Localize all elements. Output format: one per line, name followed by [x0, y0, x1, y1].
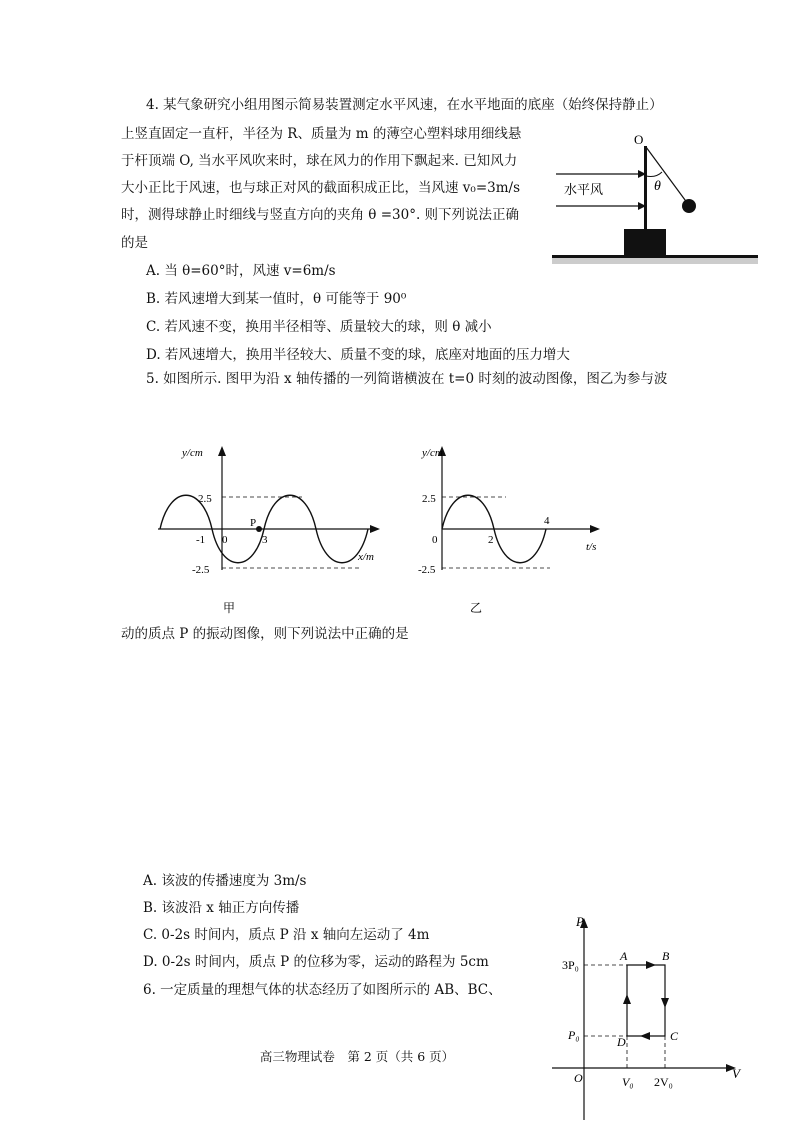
vibration-graph-yi: [410, 440, 606, 620]
v1-label: V₀: [622, 1075, 634, 1089]
tick-four: 4: [544, 515, 550, 527]
state-c-label: C: [670, 1029, 679, 1043]
q4-line-2: 上竖直固定一直杆，半径为 R、质量为 m 的薄空心塑料球用细线悬: [121, 126, 522, 142]
state-a-label: A: [620, 949, 628, 963]
tick-bottom: -2.5: [418, 564, 436, 576]
q5-option-b: B. 该波沿 x 轴正方向传播: [143, 900, 300, 916]
q4-line-1: 4. 某气象研究小组用图示简易装置测定水平风速，在水平地面的底座（始终保持静止）: [146, 97, 663, 113]
v2-label: 2V₀: [654, 1075, 673, 1089]
q4-option-b: B. 若风速增大到某一值时，θ 可能等于 90⁰: [146, 291, 407, 307]
p-low-label: P₀: [568, 1028, 580, 1042]
page-footer: 高三物理试卷 第 2 页（共 6 页）: [259, 1049, 455, 1064]
tick-zero: 0: [222, 534, 228, 546]
pivot-label: O: [634, 132, 644, 147]
q4-line-5: 时，测得球静止时细线与竖直方向的夹角 θ =30°. 则下列说法正确: [121, 207, 520, 223]
pv-diagram: [552, 912, 752, 1120]
x-axis-label: x/m: [358, 551, 374, 563]
point-p-label: P: [250, 517, 257, 529]
tick-bottom: -2.5: [192, 564, 210, 576]
q6-line-1: 6. 一定质量的理想气体的状态经历了如图所示的 AB、BC、: [143, 982, 502, 998]
point-p: [256, 526, 262, 532]
plastic-ball: [682, 199, 696, 213]
y-axis-label: y/cm: [422, 447, 443, 459]
base-block: [624, 229, 666, 255]
wave-graph-jia: [150, 440, 386, 620]
tick-zero: 0: [432, 534, 438, 546]
x-axis-arrow: [370, 525, 380, 533]
ground-shading: [552, 258, 758, 264]
tick-three: 3: [262, 534, 268, 546]
ground: [552, 255, 758, 258]
q4-line-3: 于杆顶端 O, 当水平风吹来时，球在风力的作用下飘起来. 已知风力: [121, 153, 518, 169]
y-axis-arrow: [218, 446, 226, 456]
wind-label: 水平风: [564, 182, 604, 197]
arrow-da: [623, 994, 631, 1004]
q4-option-a: A. 当 θ=60°时，风速 v=6m/s: [146, 263, 336, 279]
origin-label: O: [574, 1071, 583, 1085]
tick-two: 2: [488, 534, 494, 546]
vertical-rod: [644, 146, 647, 230]
arrow-ab: [646, 961, 656, 969]
p-axis-label: P: [576, 914, 584, 929]
arrow-bc: [661, 998, 669, 1008]
q5-line-1: 5. 如图所示. 图甲为沿 x 轴传播的一列简谐横波在 t=0 时刻的波动图像，图乙为参与波: [146, 371, 668, 387]
q4-option-d: D. 若风速增大，换用半径较大、质量不变的球，底座对地面的压力增大: [146, 347, 570, 363]
q4-line-4: 大小正比于风速，也与球正对风的截面积成正比，当风速 v₀=3m/s: [121, 180, 521, 196]
v-axis-label: V: [732, 1066, 740, 1081]
tick-top: 2.5: [198, 493, 212, 505]
y-axis-label: y/cm: [182, 447, 203, 459]
q5-line-2: 动的质点 P 的振动图像，则下列说法中正确的是: [121, 626, 409, 642]
x-axis-arrow: [590, 525, 600, 533]
q5-option-c: C. 0-2s 时间内，质点 P 沿 x 轴向左运动了 4m: [143, 927, 430, 943]
q4-option-c: C. 若风速不变，换用半径相等、质量较大的球，则 θ 减小: [146, 319, 492, 335]
state-d-label: D: [617, 1035, 626, 1049]
caption-jia: 甲: [223, 601, 236, 615]
wind-apparatus-figure: [552, 128, 758, 266]
x-axis-label: t/s: [586, 541, 597, 553]
caption-yi: 乙: [470, 601, 483, 615]
tick-neg1: -1: [196, 534, 206, 546]
cycle-path: [627, 965, 665, 1036]
p-high-label: 3P₀: [562, 958, 579, 972]
q5-option-d: D. 0-2s 时间内，质点 P 的位移为零，运动的路程为 5cm: [143, 954, 489, 970]
q5-option-a: A. 该波的传播速度为 3m/s: [143, 873, 307, 889]
arrow-cd: [640, 1032, 650, 1040]
angle-arc: [646, 172, 662, 177]
tick-top: 2.5: [422, 493, 436, 505]
q4-line-6: 的是: [121, 235, 148, 251]
angle-label: θ: [654, 179, 661, 194]
state-b-label: B: [662, 949, 670, 963]
thread: [646, 147, 688, 204]
